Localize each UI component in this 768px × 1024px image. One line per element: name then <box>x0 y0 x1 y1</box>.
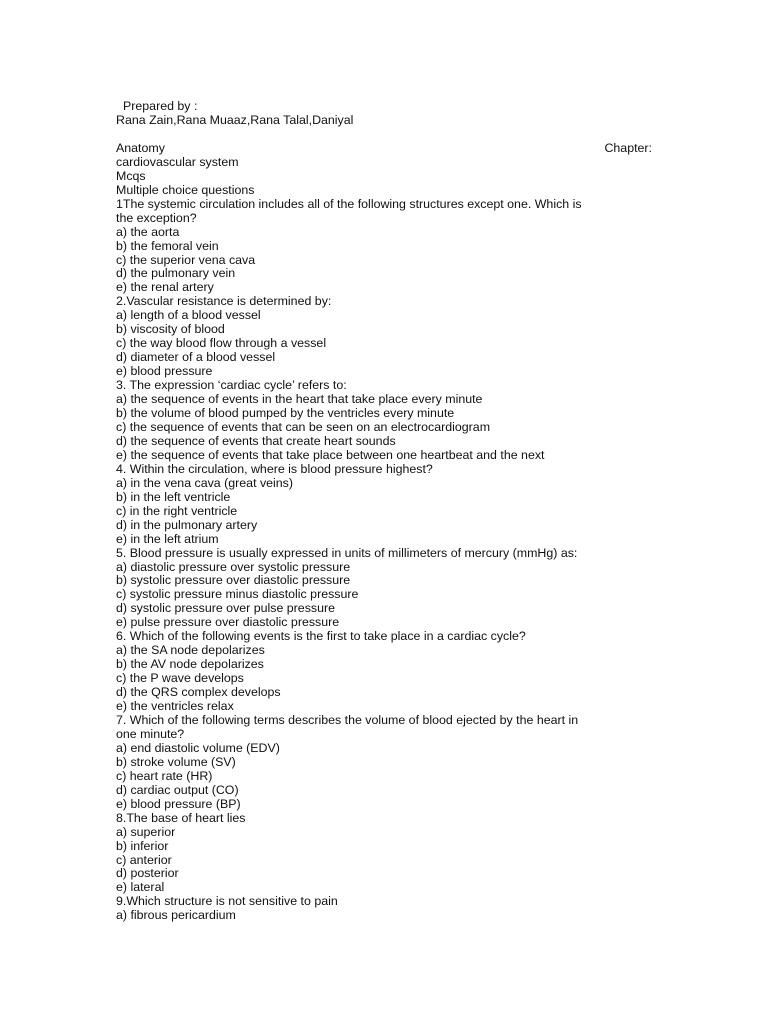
answer-option: c) heart rate (HR) <box>116 768 213 783</box>
question-text: 1The systemic circulation includes all of the following structures except one. Which is the exception? <box>116 196 582 225</box>
answer-option: a) end diastolic volume (EDV) <box>116 740 280 755</box>
answer-option: d) the pulmonary vein <box>116 266 236 281</box>
answer-option: d) cardiac output (CO) <box>116 782 239 797</box>
answer-option: c) in the right ventricle <box>116 503 238 518</box>
answer-option: a) the sequence of events in the heart that take place every minute <box>116 392 483 407</box>
document-type-full: Multiple choice questions <box>116 182 255 197</box>
question-block <box>116 295 652 379</box>
question-list <box>116 198 652 924</box>
answer-option: e) the ventricles relax <box>116 699 234 714</box>
answer-option: e) pulse pressure over diastolic pressure <box>116 615 340 630</box>
answer-option: a) length of a blood vessel <box>116 308 261 323</box>
answer-option: d) in the pulmonary artery <box>116 517 258 532</box>
question-block <box>116 463 652 547</box>
answer-option: a) fibrous pericardium <box>116 908 236 923</box>
question-text: 6. Which of the following events is the first to take place in a cardiac cycle? <box>116 629 526 644</box>
subject-label: Anatomy <box>116 140 165 155</box>
question-block <box>116 714 652 812</box>
answer-option: a) in the vena cava (great veins) <box>116 475 294 490</box>
answer-option: b) the AV node depolarizes <box>116 657 264 672</box>
answer-option: a) diastolic pressure over systolic pressure <box>116 559 351 574</box>
answer-option: e) blood pressure (BP) <box>116 796 241 811</box>
question-text: 8.The base of heart lies <box>116 810 246 825</box>
answer-option: c) the superior vena cava <box>116 252 256 267</box>
spacer <box>116 128 652 142</box>
answer-option: b) stroke volume (SV) <box>116 754 236 769</box>
question-text: 5. Blood pressure is usually expressed in units of millimeters of mercury (mmHg) as: <box>116 545 578 560</box>
question-text: 2.Vascular resistance is determined by: <box>116 294 332 309</box>
answer-option: a) the SA node depolarizes <box>116 643 265 658</box>
answer-option: e) the sequence of events that take place between one heartbeat and the next <box>116 447 545 462</box>
question-block <box>116 895 652 923</box>
question-text: 7. Which of the following terms describes the volume of blood ejected by the heart in one minute? <box>116 712 579 741</box>
answer-option: c) the P wave develops <box>116 671 244 686</box>
answer-option: b) systolic pressure over diastolic pressure <box>116 573 351 588</box>
question-block <box>116 198 652 296</box>
chapter-label: Chapter: <box>604 140 652 155</box>
answer-option: b) the volume of blood pumped by the ventricles every minute <box>116 406 455 421</box>
answer-option: d) diameter of a blood vessel <box>116 350 276 365</box>
question-text: 3. The expression ‘cardiac cycle’ refers to: <box>116 378 347 393</box>
answer-option: e) in the left atrium <box>116 531 219 546</box>
authors: Rana Zain,Rana Muaaz,Rana Talal,Daniyal <box>116 112 354 127</box>
answer-option: a) superior <box>116 824 176 839</box>
question-block <box>116 630 652 714</box>
chapter-name: cardiovascular system <box>116 154 239 169</box>
answer-option: a) the aorta <box>116 224 180 239</box>
answer-option: e) blood pressure <box>116 364 213 379</box>
answer-option: d) the sequence of events that create heart sounds <box>116 433 396 448</box>
question-block <box>116 379 652 463</box>
answer-option: e) lateral <box>116 880 165 895</box>
question-block <box>116 812 652 896</box>
answer-option: d) posterior <box>116 866 179 881</box>
document-body <box>116 100 652 923</box>
document-type: Mcqs <box>116 168 146 183</box>
answer-option: c) systolic pressure minus diastolic pressure <box>116 587 359 602</box>
question-block <box>116 547 652 631</box>
answer-option: d) the QRS complex develops <box>116 685 281 700</box>
question-text: 9.Which structure is not sensitive to pain <box>116 894 338 909</box>
answer-option: c) the way blood flow through a vessel <box>116 336 327 351</box>
answer-option: b) in the left ventricle <box>116 489 231 504</box>
answer-option: b) the femoral vein <box>116 238 219 253</box>
answer-option: c) anterior <box>116 852 172 867</box>
answer-option: b) viscosity of blood <box>116 322 225 337</box>
subject-row <box>116 142 652 156</box>
question-text: 4. Within the circulation, where is blood pressure highest? <box>116 461 433 476</box>
prepared-by-label: Prepared by : <box>123 99 198 113</box>
answer-option: d) systolic pressure over pulse pressure <box>116 601 335 616</box>
answer-option: b) inferior <box>116 838 169 853</box>
answer-option: c) the sequence of events that can be seen on an electrocardiogram <box>116 419 491 434</box>
answer-option: e) the renal artery <box>116 280 214 295</box>
